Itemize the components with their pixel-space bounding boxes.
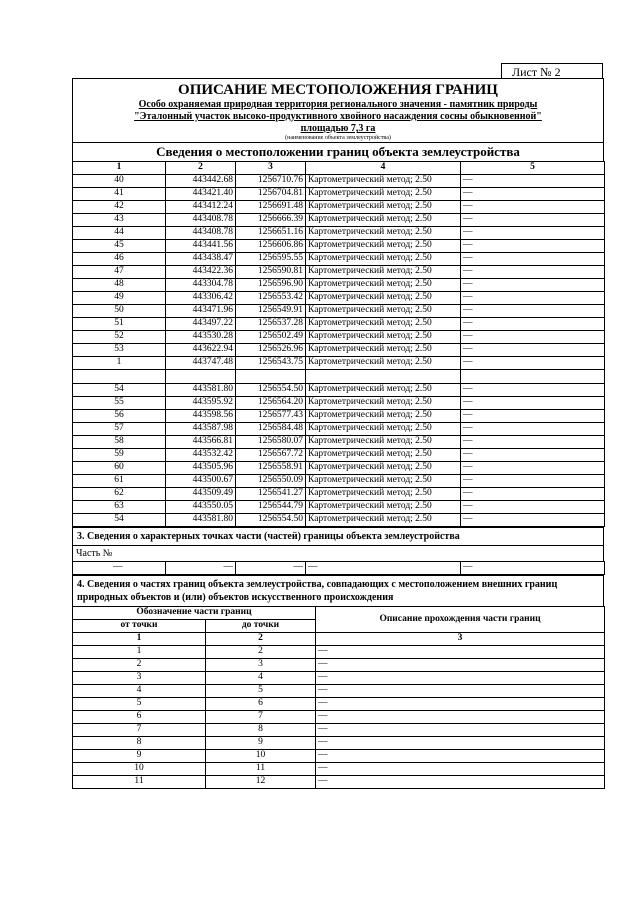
table-cell: —	[461, 227, 605, 240]
table-cell: —	[461, 488, 605, 501]
coordinates-gap	[73, 370, 605, 384]
table-cell: 443421.40	[166, 188, 236, 201]
table-cell: 8	[73, 737, 206, 750]
table-cell: —	[461, 449, 605, 462]
col-header: 5	[461, 162, 605, 175]
table-cell: 48	[73, 279, 166, 292]
table-cell: Картометрический метод; 2.50	[306, 514, 461, 527]
table-cell: —	[461, 397, 605, 410]
table-cell: 443471.96	[166, 305, 236, 318]
table-row	[73, 253, 605, 266]
table-cell: 11	[73, 776, 206, 789]
from-header: от точки	[73, 620, 206, 633]
table-cell: Картометрический метод; 2.50	[306, 462, 461, 475]
table-cell: Картометрический метод; 2.50	[306, 410, 461, 423]
table-row	[73, 488, 605, 501]
table-row	[73, 240, 605, 253]
table-cell: 443587.98	[166, 423, 236, 436]
table-cell: Картометрический метод; 2.50	[306, 266, 461, 279]
col-header: 1	[73, 162, 166, 175]
coordinates-rows-a	[73, 175, 605, 370]
table-cell: 1256710.76	[236, 175, 306, 188]
table-cell: 55	[73, 397, 166, 410]
table-cell: 60	[73, 462, 166, 475]
table-row	[73, 214, 605, 227]
table-cell: 47	[73, 266, 166, 279]
table-cell: 443304.78	[166, 279, 236, 292]
group-header: Обозначение части границ	[73, 607, 316, 620]
table-cell: 443422.36	[166, 266, 236, 279]
dash-cell: —	[166, 562, 236, 575]
table-cell: 1256558.91	[236, 462, 306, 475]
table-row	[73, 410, 605, 423]
table-cell: 1256554.50	[236, 384, 306, 397]
table-cell: 1256564.20	[236, 397, 306, 410]
table-cell: 1256544.79	[236, 501, 306, 514]
table-cell: 46	[73, 253, 166, 266]
section3-title: 3. Сведения о характерных точках части (частей) границы объекта землеустройства	[72, 527, 604, 545]
table-row	[73, 672, 605, 685]
table-cell: Картометрический метод; 2.50	[306, 305, 461, 318]
table-row	[73, 685, 605, 698]
table-cell: 45	[73, 240, 166, 253]
table-row	[73, 188, 605, 201]
table-cell: 12	[206, 776, 316, 789]
table-row	[73, 436, 605, 449]
object-line-1: Особо охраняемая природная территория регионального значения - памятник природы	[138, 99, 538, 110]
col-number: 3	[316, 633, 605, 646]
table-cell: 1256502.49	[236, 331, 306, 344]
table-cell: —	[316, 698, 605, 711]
col-number: 2	[206, 633, 316, 646]
table-cell: 1256553.42	[236, 292, 306, 305]
table-cell: 443530.28	[166, 331, 236, 344]
table-cell: 1256691.48	[236, 201, 306, 214]
table-row	[73, 279, 605, 292]
table-cell: 59	[73, 449, 166, 462]
table-cell: 1256543.75	[236, 357, 306, 370]
table-cell: 1256549.91	[236, 305, 306, 318]
table-cell: 443581.80	[166, 384, 236, 397]
table-cell: —	[316, 672, 605, 685]
table-cell: 443598.56	[166, 410, 236, 423]
table-cell: 2	[206, 646, 316, 659]
table-cell: 1256704.81	[236, 188, 306, 201]
table-row	[73, 475, 605, 488]
table-cell: —	[461, 188, 605, 201]
table-cell: 63	[73, 501, 166, 514]
table-cell: 49	[73, 292, 166, 305]
table-cell: 1	[73, 357, 166, 370]
table-cell: 1256590.81	[236, 266, 306, 279]
table-cell: 1256595.55	[236, 253, 306, 266]
table-cell: 4	[73, 685, 206, 698]
table-cell: 9	[206, 737, 316, 750]
table-row	[73, 318, 605, 331]
table-row	[73, 776, 605, 789]
section3-row	[73, 562, 605, 575]
table-row	[73, 763, 605, 776]
table-cell: Картометрический метод; 2.50	[306, 318, 461, 331]
table-cell: 8	[206, 724, 316, 737]
table-cell: 54	[73, 514, 166, 527]
dash-cell: —	[461, 562, 605, 575]
table-cell: 1256577.43	[236, 410, 306, 423]
table-cell: 443566.81	[166, 436, 236, 449]
table-cell: Картометрический метод; 2.50	[306, 240, 461, 253]
col-header: 4	[306, 162, 461, 175]
table-cell: —	[461, 344, 605, 357]
table-row	[73, 423, 605, 436]
table-cell: 1256606.86	[236, 240, 306, 253]
table-row	[73, 175, 605, 188]
table-cell: 1256550.09	[236, 475, 306, 488]
to-header: до точки	[206, 620, 316, 633]
table-cell: —	[461, 436, 605, 449]
table-cell: 443622.94	[166, 344, 236, 357]
table-cell: —	[461, 201, 605, 214]
document-title: ОПИСАНИЕ МЕСТОПОЛОЖЕНИЯ ГРАНИЦ	[178, 82, 498, 98]
table-cell: 443595.92	[166, 397, 236, 410]
table-cell: 1	[73, 646, 206, 659]
coordinates-header-row	[73, 162, 605, 175]
table-row	[73, 397, 605, 410]
table-cell: 443306.42	[166, 292, 236, 305]
table-cell: 1256554.50	[236, 514, 306, 527]
table-row	[73, 501, 605, 514]
table-row	[73, 646, 605, 659]
table-cell: —	[461, 462, 605, 475]
table-cell: Картометрический метод; 2.50	[306, 292, 461, 305]
section4-rows	[73, 646, 605, 789]
table-cell: 443532.42	[166, 449, 236, 462]
table-row	[73, 357, 605, 370]
table-cell: 61	[73, 475, 166, 488]
table-cell: 5	[73, 698, 206, 711]
table-cell: 1256580.07	[236, 436, 306, 449]
table-cell: —	[461, 318, 605, 331]
table-cell: 10	[73, 763, 206, 776]
table-cell: 52	[73, 331, 166, 344]
table-row	[73, 462, 605, 475]
table-cell: 50	[73, 305, 166, 318]
table-cell: 443441.56	[166, 240, 236, 253]
table-cell: —	[316, 685, 605, 698]
table-cell: —	[461, 292, 605, 305]
table-cell: 443408.78	[166, 214, 236, 227]
table-cell: 51	[73, 318, 166, 331]
table-row	[73, 750, 605, 763]
table-cell: —	[316, 711, 605, 724]
table-cell: 9	[73, 750, 206, 763]
table-cell: 4	[206, 672, 316, 685]
table-cell: Картометрический метод; 2.50	[306, 279, 461, 292]
table-cell: —	[461, 305, 605, 318]
table-cell: 43	[73, 214, 166, 227]
table-cell: 1256526.96	[236, 344, 306, 357]
table-cell: Картометрический метод; 2.50	[306, 449, 461, 462]
section2-title: Сведения о местоположении границ объекта землеустройства	[73, 142, 603, 161]
table-cell: Картометрический метод; 2.50	[306, 227, 461, 240]
table-cell: —	[461, 266, 605, 279]
table-cell: 443747.48	[166, 357, 236, 370]
table-cell: Картометрический метод; 2.50	[306, 175, 461, 188]
table-cell: 443500.67	[166, 475, 236, 488]
table-cell: —	[316, 763, 605, 776]
table-cell: 7	[206, 711, 316, 724]
coordinates-rows-b	[73, 384, 605, 527]
table-row	[73, 737, 605, 750]
sheet-number: Лист № 2	[501, 63, 603, 79]
table-cell: 1256537.28	[236, 318, 306, 331]
table-cell: 10	[206, 750, 316, 763]
table-cell: 56	[73, 410, 166, 423]
table-cell: —	[461, 279, 605, 292]
table-cell: 5	[206, 685, 316, 698]
table-row	[73, 344, 605, 357]
table-cell: —	[316, 750, 605, 763]
table-row	[73, 711, 605, 724]
table-row	[73, 724, 605, 737]
table-cell: 1256584.48	[236, 423, 306, 436]
table-cell: Картометрический метод; 2.50	[306, 475, 461, 488]
table-cell: —	[461, 357, 605, 370]
table-cell: 3	[206, 659, 316, 672]
table-cell: 3	[73, 672, 206, 685]
document-frame	[72, 78, 604, 789]
desc-header: Описание прохождения части границ	[316, 607, 605, 633]
table-cell: 443442.68	[166, 175, 236, 188]
table-cell: Картометрический метод; 2.50	[306, 357, 461, 370]
table-cell: —	[461, 175, 605, 188]
table-cell: 6	[73, 711, 206, 724]
table-cell: —	[461, 331, 605, 344]
table-cell: 6	[206, 698, 316, 711]
table-cell: 42	[73, 201, 166, 214]
table-row	[73, 292, 605, 305]
table-cell: Картометрический метод; 2.50	[306, 344, 461, 357]
table-cell: 1256651.16	[236, 227, 306, 240]
table-cell: —	[316, 737, 605, 750]
table-cell: 1256666.39	[236, 214, 306, 227]
table-cell: Картометрический метод; 2.50	[306, 188, 461, 201]
table-cell: —	[461, 384, 605, 397]
table-cell: 57	[73, 423, 166, 436]
table-cell: Картометрический метод; 2.50	[306, 423, 461, 436]
table-cell: 1256567.72	[236, 449, 306, 462]
table-cell: —	[461, 501, 605, 514]
table-row	[73, 698, 605, 711]
table-cell: Картометрический метод; 2.50	[306, 201, 461, 214]
part-number-label: Часть №	[72, 545, 604, 561]
table-cell: —	[461, 475, 605, 488]
table-cell: 54	[73, 384, 166, 397]
col-number: 1	[73, 633, 206, 646]
table-cell: Картометрический метод; 2.50	[306, 253, 461, 266]
object-area: площадью 7,3 га	[300, 123, 376, 134]
table-cell: 443509.49	[166, 488, 236, 501]
table-row	[73, 384, 605, 397]
table-cell: 40	[73, 175, 166, 188]
table-cell: 11	[206, 763, 316, 776]
table-cell: —	[461, 514, 605, 527]
col-header: 3	[236, 162, 306, 175]
table-cell: Картометрический метод; 2.50	[306, 436, 461, 449]
dash-cell: —	[236, 562, 306, 575]
table-cell: 62	[73, 488, 166, 501]
table-cell: —	[461, 410, 605, 423]
table-cell: —	[316, 659, 605, 672]
dash-cell: —	[73, 562, 166, 575]
table-row	[73, 331, 605, 344]
table-cell: 2	[73, 659, 206, 672]
table-cell: 1256541.27	[236, 488, 306, 501]
table-cell: 44	[73, 227, 166, 240]
table-row	[73, 514, 605, 527]
section4-table	[72, 606, 605, 789]
table-cell: 443408.78	[166, 227, 236, 240]
table-cell: —	[316, 646, 605, 659]
object-line-2: "Эталонный участок высоко-продуктивного хвойного насаждения сосны обыкновенной"	[134, 111, 542, 122]
table-cell: Картометрический метод; 2.50	[306, 397, 461, 410]
table-cell: 443505.96	[166, 462, 236, 475]
table-row	[73, 449, 605, 462]
table-cell: 7	[73, 724, 206, 737]
table-row	[73, 659, 605, 672]
table-cell: Картометрический метод; 2.50	[306, 501, 461, 514]
table-cell: Картометрический метод; 2.50	[306, 214, 461, 227]
header-block	[72, 78, 604, 161]
table-cell: —	[461, 240, 605, 253]
table-cell: 41	[73, 188, 166, 201]
table-cell: —	[316, 724, 605, 737]
col-header: 2	[166, 162, 236, 175]
table-cell: 443438.47	[166, 253, 236, 266]
table-cell: 53	[73, 344, 166, 357]
section4-title: 4. Сведения о частях границ объекта землеустройства, совпадающих с местоположением внешних границ природных объектов и (или) объектов искусственного происхождения	[72, 575, 604, 606]
table-cell: 443550.05	[166, 501, 236, 514]
table-cell: —	[461, 253, 605, 266]
dash-cell: —	[306, 562, 461, 575]
table-cell: Картометрический метод; 2.50	[306, 384, 461, 397]
table-cell: 443412.24	[166, 201, 236, 214]
table-cell: —	[461, 423, 605, 436]
object-caption: (наименование объекта землеустройства)	[285, 135, 391, 141]
table-row	[73, 227, 605, 240]
table-cell: Картометрический метод; 2.50	[306, 488, 461, 501]
section3-table	[72, 561, 605, 575]
table-row	[73, 266, 605, 279]
table-cell: 443497.22	[166, 318, 236, 331]
table-cell: —	[316, 776, 605, 789]
table-cell: 58	[73, 436, 166, 449]
table-cell: 443581.80	[166, 514, 236, 527]
table-cell: Картометрический метод; 2.50	[306, 331, 461, 344]
table-row	[73, 305, 605, 318]
table-cell: —	[461, 214, 605, 227]
coordinates-table	[72, 161, 605, 527]
table-cell: 1256596.90	[236, 279, 306, 292]
table-row	[73, 201, 605, 214]
